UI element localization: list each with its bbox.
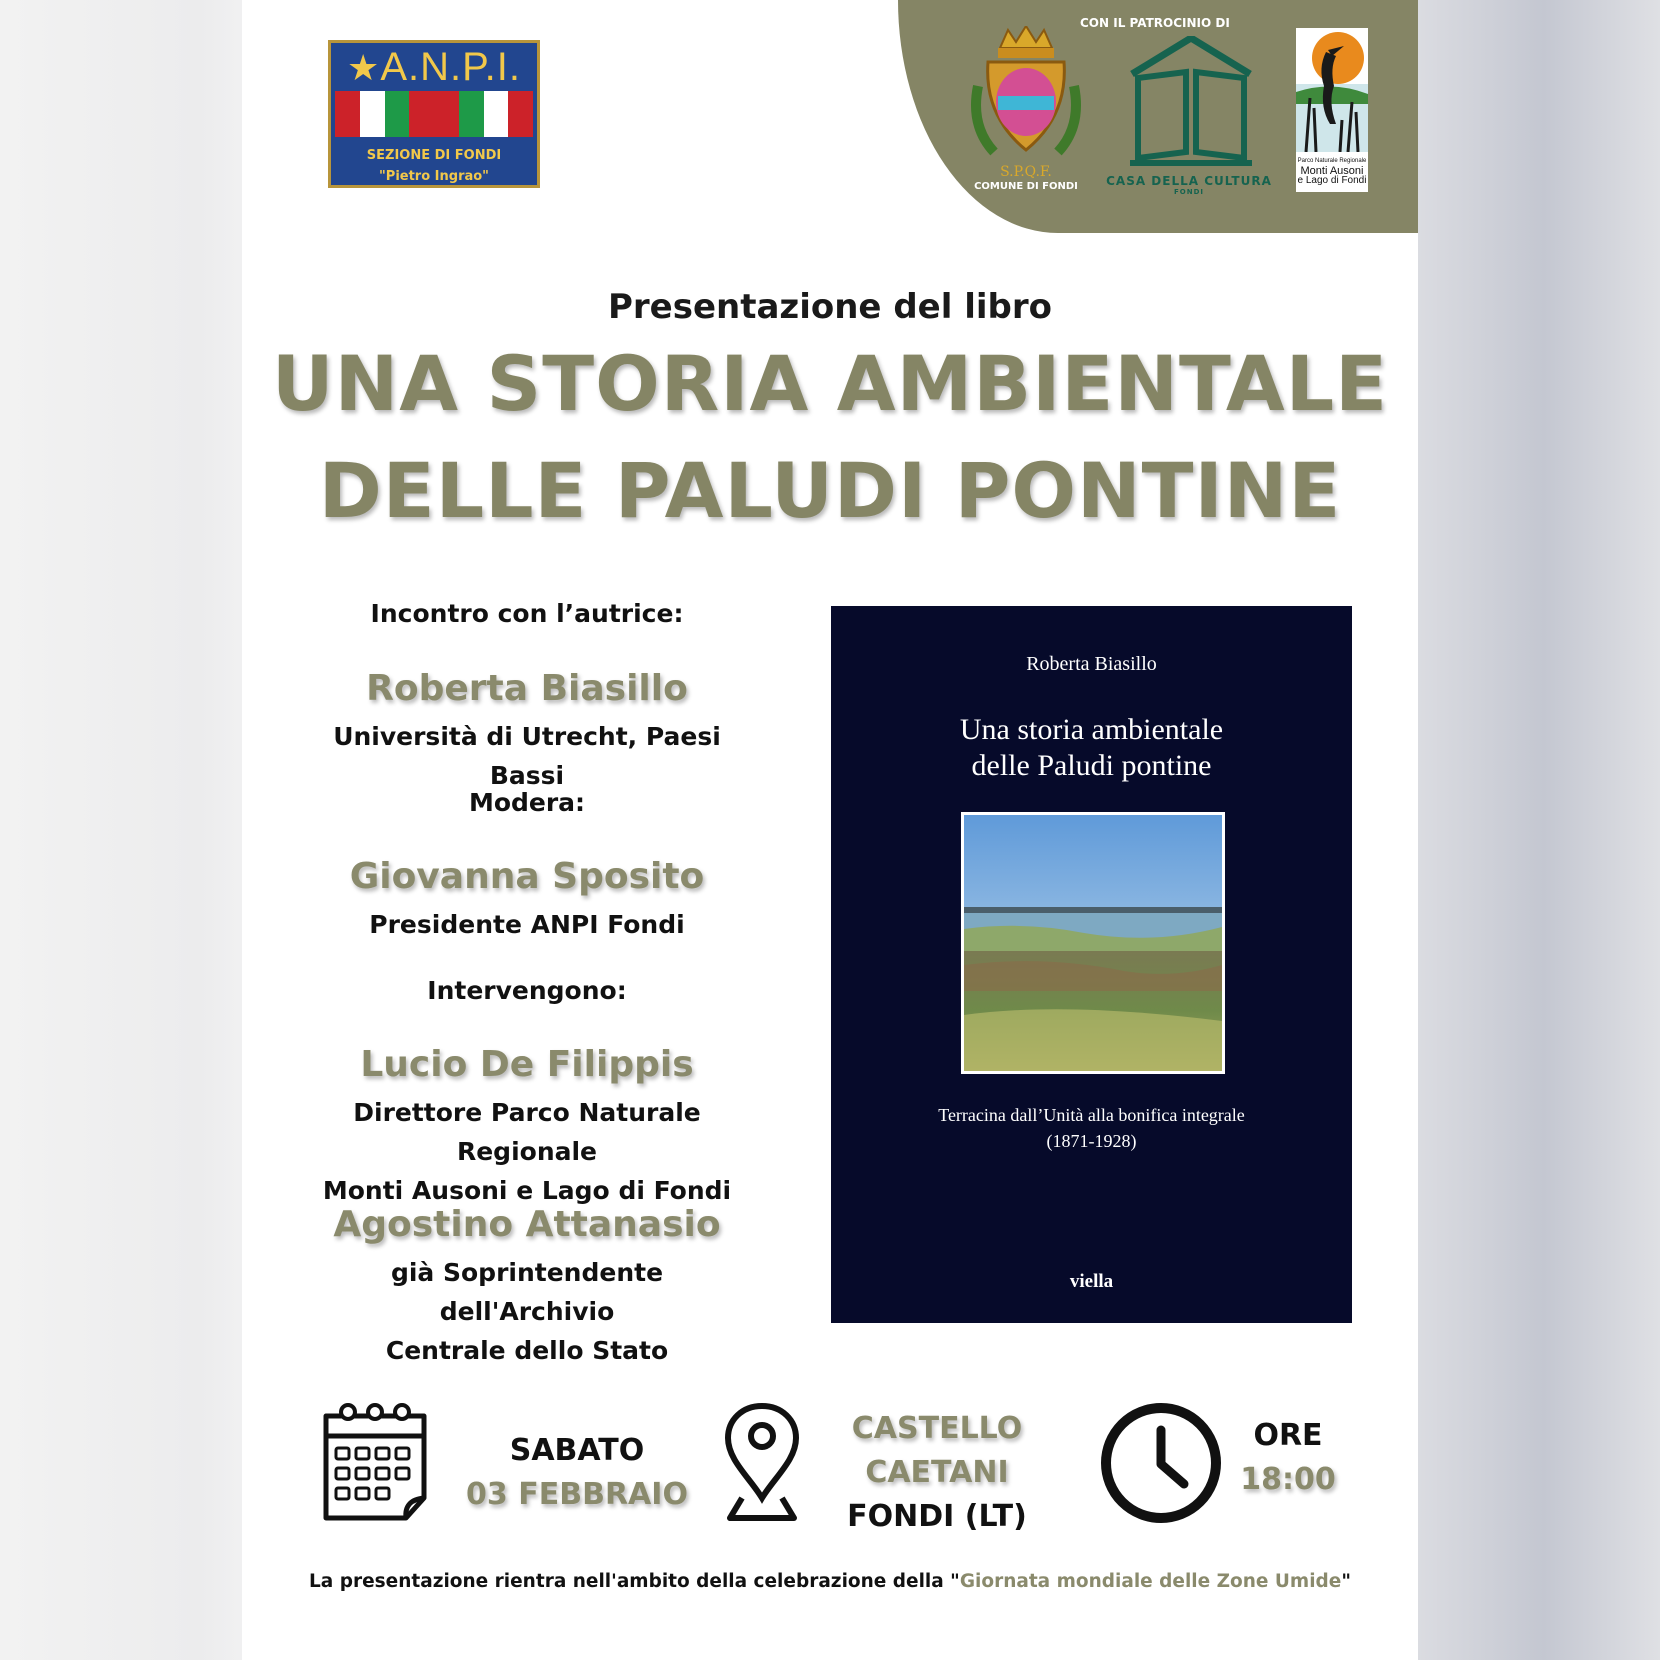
- guest2-role: già Soprintendente dell'Archivio Centrale dello Stato: [385, 1258, 669, 1365]
- comune-di-fondi-crest-icon: [964, 26, 1088, 182]
- cover-subtitle: Terracina dall’Unità alla bonifica integrale (1871-1928): [938, 1105, 1245, 1151]
- comune-caption: COMUNE DI FONDI: [974, 181, 1078, 192]
- parco-line3: e Lago di Fondi: [1297, 175, 1367, 186]
- parco-naturale-logo: [1296, 28, 1368, 192]
- guest1-name: Lucio De Filippis: [360, 1044, 694, 1085]
- cover-author: Roberta Biasillo: [1026, 653, 1157, 675]
- anpi-section: SEZIONE DI FONDI "Pietro Ingrao": [366, 148, 502, 184]
- casa-della-cultura-book-icon: [1126, 36, 1256, 168]
- event-time: [1218, 1414, 1358, 1502]
- casa-cultura-caption: CASA DELLA CULTURA FONDI: [1106, 174, 1272, 196]
- event-venue: CASTELLO CAETANI FONDI (LT): [847, 1411, 1027, 1534]
- anpi-title: ★A.N.P.I.: [347, 45, 521, 89]
- cover-title: Una storia ambientale delle Paludi pontine: [959, 713, 1224, 782]
- cover-publisher: viella: [1069, 1271, 1114, 1292]
- patronage-label: CON IL PATROCINIO DI: [1080, 16, 1230, 30]
- heron-icon: [1296, 28, 1368, 152]
- author-label: Incontro con l’autrice:: [370, 599, 684, 628]
- svg-text:S.P.Q.F.: S.P.Q.F.: [1000, 164, 1052, 180]
- guests-label: Intervengono:: [427, 976, 627, 1005]
- moderator-role: Presidente ANPI Fondi: [369, 910, 685, 939]
- book-title-line2: DELLE PALUDI PONTINE: [318, 446, 1342, 535]
- event-date: [442, 1429, 712, 1517]
- cover-photo-marsh: [961, 812, 1225, 1074]
- author-name: Roberta Biasillo: [366, 668, 688, 709]
- event-day: SABATO: [509, 1433, 645, 1468]
- time-value: 18:00: [1240, 1462, 1336, 1497]
- anpi-logo: [328, 40, 540, 188]
- guest2-name: Agostino Attanasio: [333, 1204, 721, 1245]
- clock-icon: [1098, 1400, 1224, 1526]
- book-cover: [831, 606, 1352, 1323]
- moderator-name: Giovanna Sposito: [349, 856, 705, 897]
- footer-note: La presentazione rientra nell'ambito della celebrazione della "Giornata mondiale delle Zone Umide": [309, 1571, 1351, 1592]
- guest1-role: Direttore Parco Naturale Regionale Monti Ausoni e Lago di Fondi: [322, 1098, 732, 1205]
- calendar-icon: [320, 1402, 430, 1522]
- location-pin-icon: [722, 1402, 802, 1522]
- moderator-label: Modera:: [468, 788, 586, 817]
- event-poster: [242, 0, 1418, 1660]
- footer-highlight: Giornata mondiale delle Zone Umide: [959, 1571, 1342, 1592]
- book-title-line1: UNA STORIA AMBIENTALE: [271, 339, 1389, 428]
- parco-line1: Parco Naturale Regionale: [1297, 158, 1367, 164]
- event-date-value: 03 FEBBRAIO: [466, 1477, 688, 1512]
- author-role: Università di Utrecht, Paesi Bassi: [333, 722, 721, 790]
- patronage-box: [898, 0, 1418, 233]
- time-label: ORE: [1253, 1418, 1323, 1453]
- italian-flag-stripes: [335, 91, 533, 137]
- pretitle: Presentazione del libro: [607, 287, 1052, 327]
- parco-line2: Monti Ausoni: [1300, 165, 1364, 177]
